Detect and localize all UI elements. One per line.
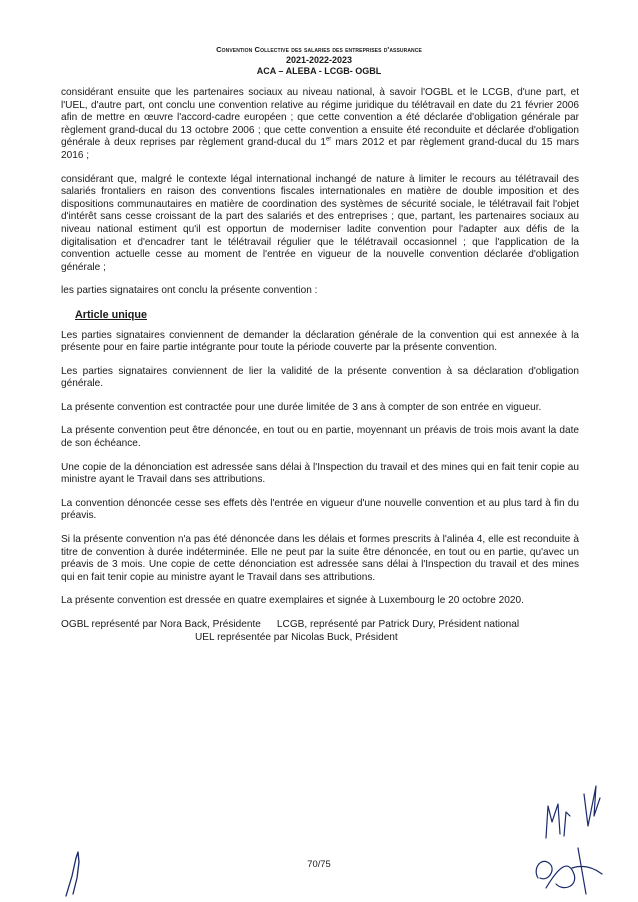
handwritten-initials-top-right [540, 776, 610, 846]
paragraph-intro: les parties signataires ont conclu la présente convention : [61, 285, 318, 297]
paragraph-considerant-2: considérant que, malgré le contexte légal international inchangé de nature à limiter le recours au télétravail des salariés frontaliers en raison des conventions fiscales internationales en matière de double imposition et des dispositions communautaires en matière de coordination des systèmes de sécurité sociale, le télétravail fait l'objet d'intérêt sans cesse croissant de la part des salariés et des entreprises ; que, partant, les partenaires sociaux au niveau national estiment qu'il est opportun de moderniser ladite convention pour l'adapter aux défis de la digitalisation et d'encadrer tant le télétravail régulier que le télétravail occasionnel ; que l'application de la convention actuelle cesse au moment de l'entrée en vigueur de la nouvelle convention déclarée d'obligation générale ; [61, 173, 579, 273]
signatory-lcgb: LCGB, représenté par Patrick Dury, Président national [276, 619, 520, 630]
document-body [61, 87, 579, 644]
article-paragraph: Si la présente convention n'a pas été dénoncée dans les délais et formes prescrits à l'alinéa 4, elle est reconduite à titre de convention à durée indéterminée. Elle ne peut par la suite être dénoncée, en tout ou en partie, qu'avec un préavis de 3 mois. Une copie de cette dénonciation est adressée sans délai à l'Inspection du travail et des mines qui en fait tenir copie au ministre ayant le Travail dans ses attributions. [61, 534, 579, 583]
article-paragraph: La convention dénoncée cesse ses effets dès l'entrée en vigueur d'une nouvelle convention et au plus tard à fin du préavis. [61, 497, 579, 522]
article-paragraph: La présente convention peut être dénoncée, en tout ou en partie, moyennant un préavis de trois mois avant la date de son échéance. [61, 425, 579, 450]
document-header [0, 44, 638, 77]
article-paragraph: Les parties signataires conviennent de demander la déclaration générale de la convention qui est annexée à la présente pour en faire partie intégrante pour toute la période couverte par la présente convention. [61, 329, 579, 354]
paragraph-considerant-1: considérant ensuite que les partenaires sociaux au niveau national, à savoir l'OGBL et le LCGB, d'une part, et l'UEL, d'autre part, ont conclu une convention relative au régime juridique du télétravail en date du 21 février 2006 afin de mettre en œuvre l'accord-cadre européen ; que cette convention a été déclarée d'obligation générale par règlement grand-ducal du 13 octobre 2006 ; que cette convention a ensuite été reconduite et déclarée d'obligation générale à deux reprises par règlement grand-ducal du 1er mars 2012 et par règlement grand-ducal du 15 mars 2016 ; [61, 87, 579, 161]
page-number: 70/75 [307, 858, 331, 869]
article-paragraph: La présente convention est contractée pour une durée limitée de 3 ans à compter de son entrée en vigueur. [61, 401, 542, 413]
header-years: 2021-2022-2023 [285, 55, 353, 65]
article-paragraph: Une copie de la dénonciation est adressée sans délai à l'Inspection du travail et des mines qui en fait tenir copie au ministre ayant le Travail dans ses attributions. [61, 461, 579, 486]
header-parties: ACA – ALEBA - LCGB- OGBL [256, 66, 382, 76]
signatory-uel: UEL représentée par Nicolas Buck, Président [195, 631, 398, 643]
article-paragraph: La présente convention est dressée en quatre exemplaires et signée à Luxembourg le 20 octobre 2020. [61, 595, 524, 607]
article-paragraph: Les parties signataires conviennent de lier la validité de la présente convention à sa déclaration d'obligation générale. [61, 365, 579, 390]
signatories-block [61, 619, 579, 644]
signatory-ogbl: OGBL représenté par Nora Back, Présidente [61, 619, 261, 630]
article-title: Article unique [75, 308, 147, 321]
superscript-er: er [325, 137, 332, 144]
header-convention-title: Convention Collective des salaries des entreprises d'assurance [216, 45, 422, 54]
handwritten-signature-left [58, 848, 98, 898]
